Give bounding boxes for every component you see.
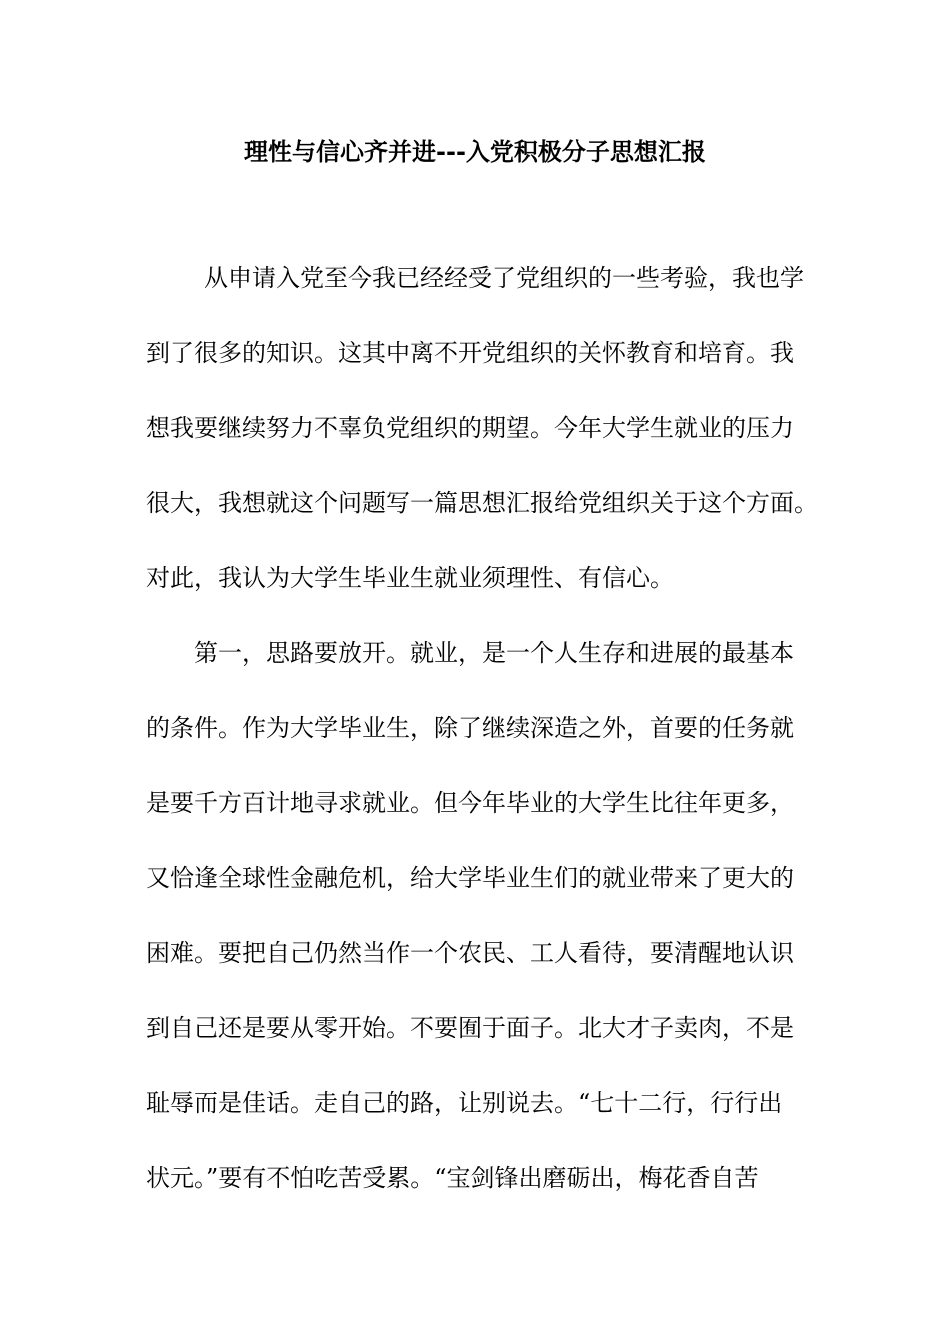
body-line-4: 很大，我想就这个问题写一篇思想汇报给党组织关于这个方面。 xyxy=(146,489,818,517)
body-line-6: 第一，思路要放开。就业，是一个人生存和进展的最基本 xyxy=(194,639,794,667)
body-line-1: 从申请入党至今我已经经受了党组织的一些考验，我也学 xyxy=(204,264,804,292)
body-line-10: 困难。要把自己仍然当作一个农民、工人看待，要清醒地认识 xyxy=(146,939,794,967)
body-line-8: 是要千方百计地寻求就业。但今年毕业的大学生比往年更多， xyxy=(146,789,794,817)
body-line-2: 到了很多的知识。这其中离不开党组织的关怀教育和培育。我 xyxy=(146,339,794,367)
body-line-9: 又恰逢全球性金融危机，给大学毕业生们的就业带来了更大的 xyxy=(146,864,794,892)
body-line-3: 想我要继续努力不辜负党组织的期望。今年大学生就业的压力 xyxy=(146,414,794,442)
document-title: 理性与信心齐并进---入党积极分子思想汇报 xyxy=(244,138,706,166)
body-line-13: 状元。”要有不怕吃苦受累。“宝剑锋出磨砺出，梅花香自苦 xyxy=(146,1164,759,1192)
body-line-11: 到自己还是要从零开始。不要囿于面子。北大才子卖肉，不是 xyxy=(146,1014,794,1042)
body-line-5: 对此，我认为大学生毕业生就业须理性、有信心。 xyxy=(146,564,674,592)
body-line-12: 耻辱而是佳话。走自己的路，让别说去。“七十二行，行行出 xyxy=(146,1089,783,1117)
body-line-7: 的条件。作为大学毕业生，除了继续深造之外，首要的任务就 xyxy=(146,714,794,742)
